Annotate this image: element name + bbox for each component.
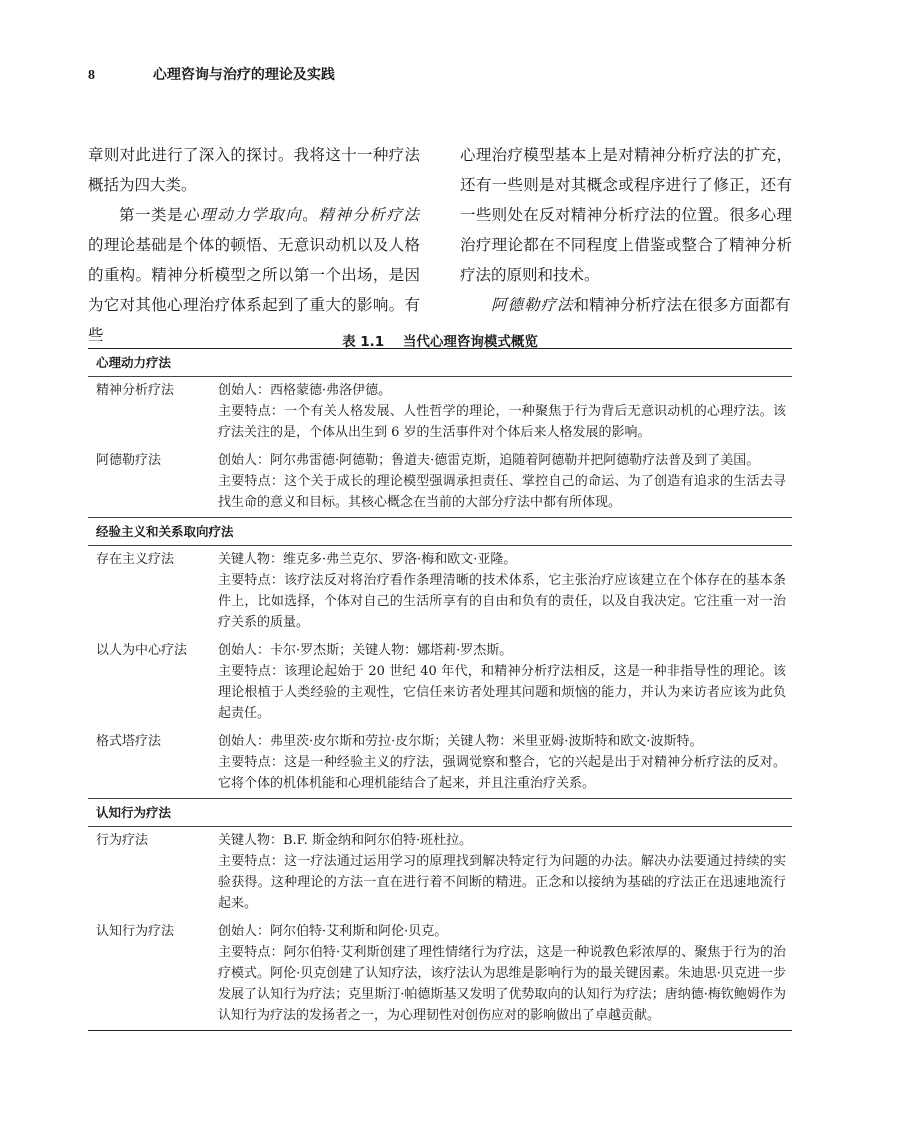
text-run: 。 <box>302 206 319 224</box>
therapy-description <box>218 380 792 443</box>
founder-line: 创始人：卡尔·罗杰斯；关键人物：娜塔莉·罗杰斯。 <box>218 643 513 658</box>
features-line: 主要特点：这一疗法通过运用学习的原理找到解决特定行为问题的办法。解决办法要通过持续的实验获得。这种理论的方法一直在进行着不间断的精进。正念和以接纳为基础的疗法正在迅速地流行起来。 <box>218 854 786 911</box>
body-columns <box>88 140 792 350</box>
page-header <box>88 64 335 84</box>
features-line: 主要特点：这个关于成长的理论模型强调承担责任、掌控自己的命运、为了创造有追求的生活去寻找生命的意义和目标。其核心概念在当前的大部分疗法中都有所体现。 <box>218 474 786 510</box>
text-run: 第一类是 <box>119 206 184 224</box>
founder-line: 关键人物：维克多·弗兰克尔、罗洛·梅和欧文·亚隆。 <box>218 552 517 567</box>
text-run: 的理论基础是个体的顿悟、无意识动机以及人格的重构。精神分析模型之所以第一个出场，是因为它对其他心理治疗体系起到了重大的影响。有些 <box>88 236 420 344</box>
therapy-name: 存在主义疗法 <box>96 552 175 567</box>
table-title: 当代心理咨询模式概览 <box>402 334 538 350</box>
category-header: 认知行为疗法 <box>88 798 792 827</box>
therapy-name: 格式塔疗法 <box>96 734 162 749</box>
founder-line: 创始人：阿尔弗雷德·阿德勒；鲁道夫·德雷克斯，追随着阿德勒并把阿德勒疗法普及到了美国。 <box>218 453 760 468</box>
features-line: 主要特点：这是一种经验主义的疗法，强调觉察和整合，它的兴起是出于对精神分析疗法的反对。它将个体的机体机能和心理机能结合了起来，并且注重治疗关系。 <box>218 755 786 791</box>
therapy-description <box>218 731 792 794</box>
therapy-name: 阿德勒疗法 <box>96 453 162 468</box>
founder-line: 关键人物：B.F. 斯金纳和阿尔伯特·班杜拉。 <box>218 833 473 848</box>
right-column <box>460 140 792 350</box>
features-line: 主要特点：一个有关人格发展、人性哲学的理论，一种聚焦于行为背后无意识动机的心理疗法。该疗法关注的是，个体从出生到 6 岁的生活事件对个体后来人格发展的影响。 <box>218 404 786 440</box>
category-header: 经验主义和关系取向疗法 <box>88 517 792 546</box>
left-column <box>88 140 420 350</box>
features-line: 主要特点：阿尔伯特·艾利斯创建了理性情绪行为疗法，这是一种说教色彩浓厚的、聚焦于行为的治疗模式。阿伦·贝克创建了认知疗法，该疗法认为思维是影响行为的最关键因素。朱迪思·贝克进一步发展了认知行为疗法；克里斯汀·帕德斯基又发明了优势取向的认知行为疗法；唐纳德·梅钦鲍姆作为认知行为疗法的发扬者之一，为心理韧性对创伤应对的影响做出了卓越贡献。 <box>218 945 786 1023</box>
overview-table <box>88 348 792 1031</box>
emphasis-text: 阿德勒疗法 <box>491 296 574 314</box>
table-row <box>88 377 792 447</box>
page-number: 8 <box>88 68 95 83</box>
features-line: 主要特点：该理论起始于 20 世纪 40 年代，和精神分析疗法相反，这是一种非指导性的理论。该理论根植于人类经验的主观性，它信任来访者处理其问题和烦恼的能力，并认为来访者应该为此负起责任。 <box>218 664 786 721</box>
paragraph <box>460 290 792 320</box>
therapy-description <box>218 450 792 513</box>
table-row <box>88 918 792 1030</box>
table-row <box>88 827 792 918</box>
table-row <box>88 728 792 798</box>
features-line: 主要特点：该疗法反对将治疗看作条理清晰的技术体系，它主张治疗应该建立在个体存在的基本条件上，比如选择，个体对自己的生活所享有的自由和负有的责任，以及自我决定。它注重一对一治疗关系的质量。 <box>218 573 786 630</box>
emphasis-text: 精神分析疗法 <box>318 206 420 224</box>
category-header: 心理动力疗法 <box>88 349 792 377</box>
therapy-description <box>218 830 792 914</box>
founder-line: 创始人：弗里茨·皮尔斯和劳拉·皮尔斯；关键人物：米里亚姆·波斯特和欧文·波斯特。 <box>218 734 703 749</box>
paragraph <box>88 200 420 350</box>
table-caption <box>88 330 792 350</box>
therapy-name: 精神分析疗法 <box>96 383 175 398</box>
therapy-name: 行为疗法 <box>96 833 149 848</box>
paragraph: 章则对此进行了深入的探讨。我将这十一种疗法概括为四大类。 <box>88 146 420 194</box>
text-run: 和精神分析疗法在很多方面都有 <box>573 296 791 314</box>
paragraph: 心理治疗模型基本上是对精神分析疗法的扩充，还有一些则是对其概念或程序进行了修正，还有一些则处在反对精神分析疗法的位置。很多心理治疗理论都在不同程度上借鉴或整合了精神分析疗法的原则和技术。 <box>460 146 792 284</box>
therapy-description <box>218 549 792 633</box>
emphasis-text: 心理动力学取向 <box>183 206 303 224</box>
table-row <box>88 546 792 637</box>
founder-line: 创始人：阿尔伯特·艾利斯和阿伦·贝克。 <box>218 924 448 939</box>
table-row <box>88 637 792 728</box>
therapy-name: 以人为中心疗法 <box>96 643 188 658</box>
running-title: 心理咨询与治疗的理论及实践 <box>152 67 335 83</box>
therapy-description <box>218 921 792 1026</box>
table-row <box>88 447 792 517</box>
founder-line: 创始人：西格蒙德·弗洛伊德。 <box>218 383 392 398</box>
therapy-description <box>218 640 792 724</box>
table-number: 表 1.1 <box>342 334 385 350</box>
therapy-name: 认知行为疗法 <box>96 924 175 939</box>
